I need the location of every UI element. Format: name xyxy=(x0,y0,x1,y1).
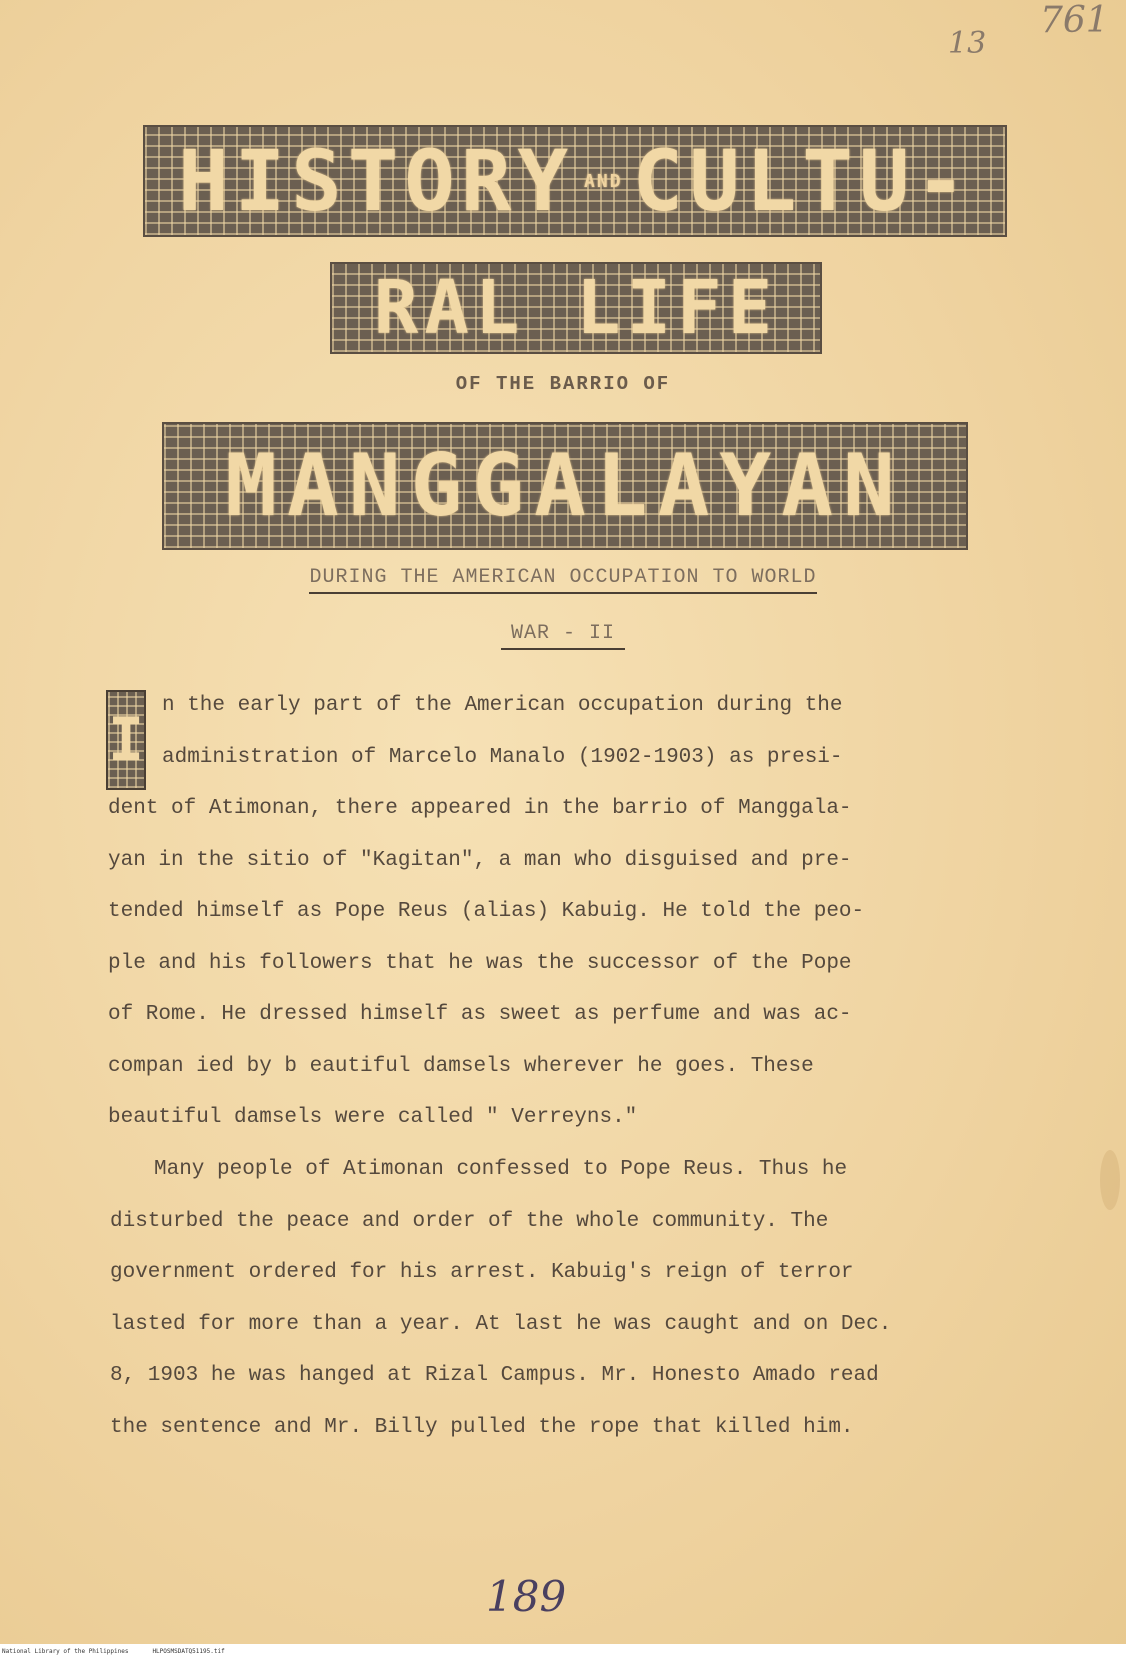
paragraph-line: administration of Marcelo Manalo (1902-1903) as presi- xyxy=(162,745,843,769)
paragraph-line: n the early part of the American occupation during the xyxy=(162,694,843,717)
footer-source: National Library of the Philippines xyxy=(2,1647,129,1655)
paragraph-line: government ordered for his arrest. Kabuig's reign of terror xyxy=(110,1261,854,1284)
paper-stain xyxy=(1100,1150,1120,1210)
title-line-2: RAL LIFE xyxy=(330,262,822,354)
paragraph-line: disturbed the peace and order of the whole community. The xyxy=(110,1209,829,1233)
paragraph-line: Many people of Atimonan confessed to Pope Reus. Thus he xyxy=(154,1158,848,1181)
scan-footer xyxy=(0,1644,1126,1658)
title-history: HISTORY xyxy=(178,132,575,230)
paragraph-line: beautiful damsels were called " Verreyns." xyxy=(108,1106,638,1129)
paragraph-line: dent of Atimonan, there appeared in the barrio of Manggala- xyxy=(108,797,852,820)
drop-cap: I xyxy=(106,690,146,790)
paragraph-2 xyxy=(110,1144,1070,1453)
paragraph-line: tended himself as Pope Reus (alias) Kabuig. He told the peo- xyxy=(108,900,865,923)
subtitle-line-1 xyxy=(0,566,1126,589)
paragraph-line: the sentence and Mr. Billy pulled the rope that killed him. xyxy=(110,1415,854,1439)
title-line-3: MANGGALAYAN xyxy=(162,422,968,550)
footer-file: HLPOSMSDATQ51195.tif xyxy=(152,1647,225,1655)
paragraph-line: compan ied by b eautiful damsels wherever he goes. These xyxy=(108,1054,814,1078)
title-line-1 xyxy=(143,125,1007,237)
subtitle-line-2 xyxy=(0,622,1126,645)
title-connector: OF THE BARRIO OF xyxy=(455,373,671,395)
paragraph-line: of Rome. He dressed himself as sweet as perfume and was ac- xyxy=(108,1003,852,1026)
paragraph-line: lasted for more than a year. At last he was caught and on Dec. xyxy=(110,1312,892,1336)
title-cultu: CULTU- xyxy=(632,132,972,230)
paragraph-line: yan in the sitio of "Kagitan", a man who disguised and pre- xyxy=(108,848,852,872)
paragraph-line: 8, 1903 he was hanged at Rizal Campus. Mr. Honesto Amado read xyxy=(110,1364,879,1387)
paragraph-line: ple and his followers that he was the successor of the Pope xyxy=(108,951,852,975)
subtitle-line-1-text: DURING THE AMERICAN OCCUPATION TO WORLD xyxy=(309,566,816,594)
title-and: AND xyxy=(584,170,623,192)
handwritten-note-761: 761 xyxy=(1040,0,1109,41)
subtitle-line-2-text: WAR - II xyxy=(501,622,625,650)
handwritten-note-13: 13 xyxy=(948,26,987,61)
page-number: 189 xyxy=(486,1572,567,1621)
paragraph-1 xyxy=(108,680,1068,1144)
